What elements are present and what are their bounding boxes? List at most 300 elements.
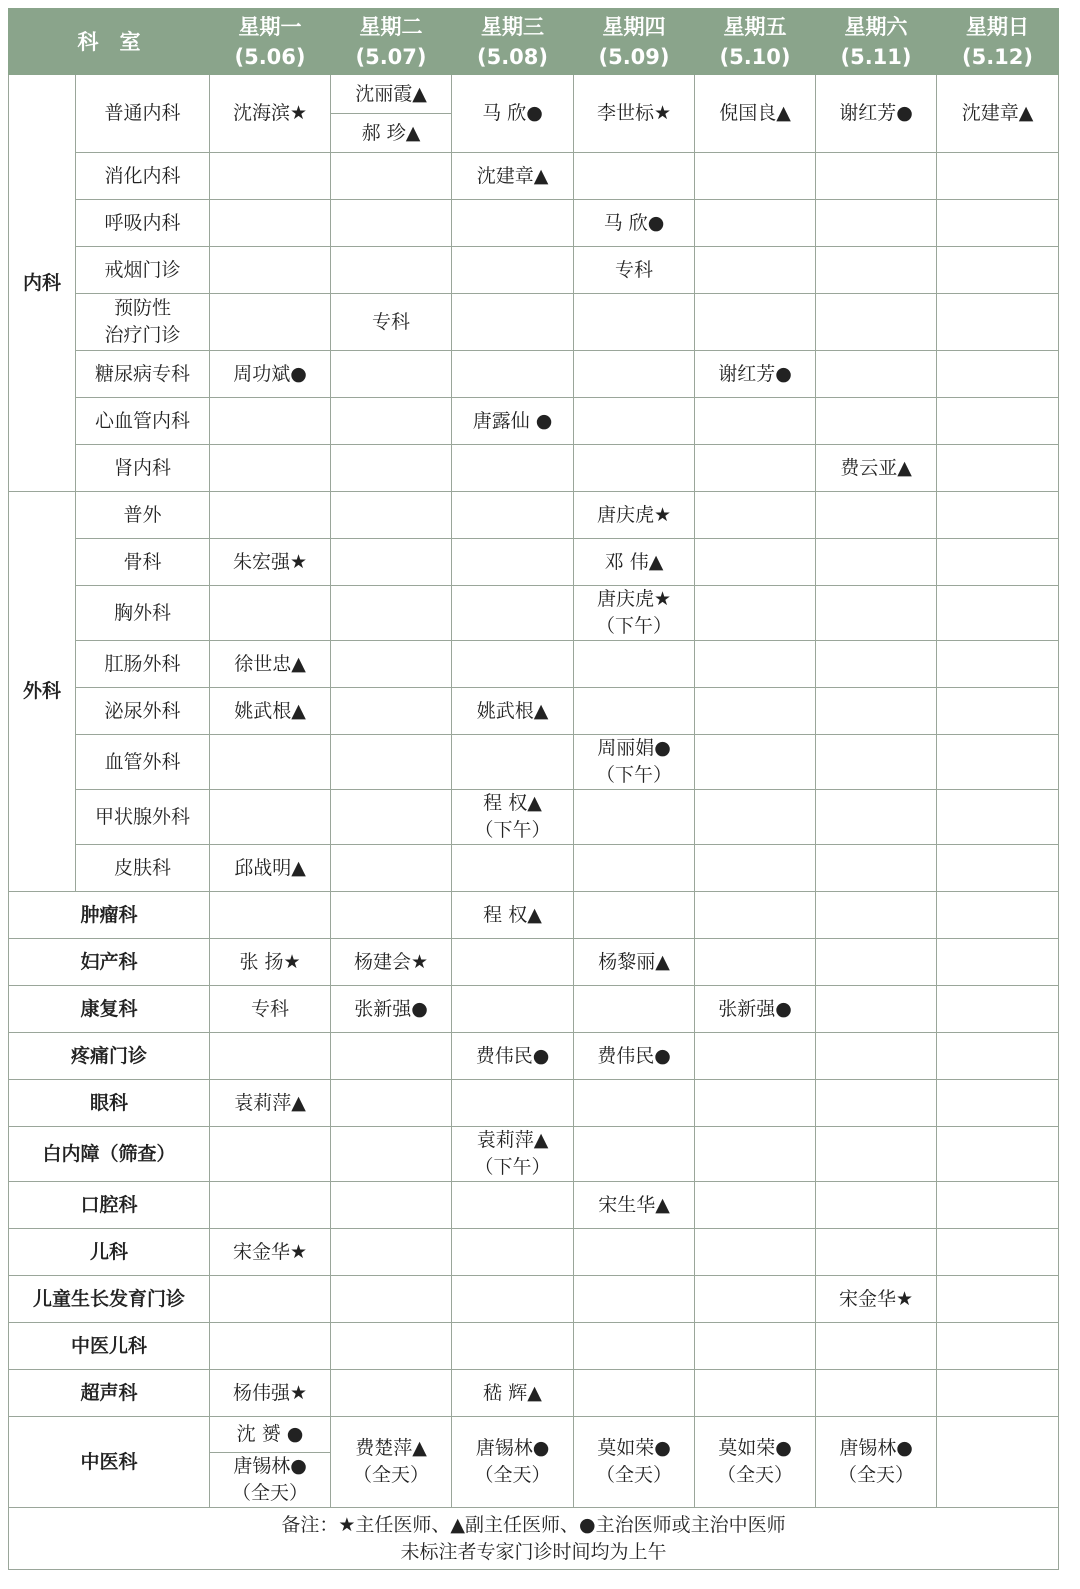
doctor-cell: 唐露仙 ● xyxy=(452,398,574,445)
schedule-cell-empty xyxy=(695,1229,816,1276)
schedule-cell-empty xyxy=(695,641,816,688)
table-row xyxy=(9,1417,1059,1453)
schedule-cell-empty xyxy=(937,939,1059,986)
schedule-cell-empty xyxy=(816,1033,937,1080)
schedule-cell-empty xyxy=(331,1033,452,1080)
schedule-cell-empty xyxy=(816,1080,937,1127)
doctor-cell: 杨黎丽▲ xyxy=(574,939,695,986)
day-date: (5.06) xyxy=(234,44,306,69)
day-name: 星期日 xyxy=(966,14,1029,39)
cell-line: （全天） xyxy=(595,1464,672,1486)
schedule-cell-empty xyxy=(331,398,452,445)
schedule-cell-empty xyxy=(695,153,816,200)
schedule-cell-empty xyxy=(210,1033,331,1080)
schedule-cell-empty xyxy=(210,153,331,200)
doctor-cell: 倪国良▲ xyxy=(695,75,816,153)
schedule-cell-empty xyxy=(210,1323,331,1370)
schedule-cell-empty xyxy=(452,200,574,247)
dept-name: 皮肤科 xyxy=(76,845,210,892)
table-row xyxy=(9,1033,1059,1080)
schedule-cell-empty xyxy=(210,294,331,351)
schedule-cell-empty xyxy=(695,1370,816,1417)
dept-name: 眼科 xyxy=(9,1080,210,1127)
dept-name: 糖尿病专科 xyxy=(76,351,210,398)
schedule-cell-empty xyxy=(695,586,816,641)
schedule-cell-empty xyxy=(816,586,937,641)
doctor-cell: 宋生华▲ xyxy=(574,1182,695,1229)
table-row xyxy=(9,845,1059,892)
table-row xyxy=(9,688,1059,735)
schedule-cell-empty xyxy=(937,1033,1059,1080)
table-row xyxy=(9,1323,1059,1370)
schedule-cell-empty xyxy=(937,1417,1059,1508)
schedule-cell-empty xyxy=(574,790,695,845)
schedule-cell-empty xyxy=(937,492,1059,539)
schedule-cell-empty xyxy=(695,247,816,294)
schedule-cell-empty xyxy=(210,735,331,790)
note-line: 未标注者专家门诊时间均为上午 xyxy=(400,1540,667,1563)
doctor-cell: 嵇 辉▲ xyxy=(452,1370,574,1417)
schedule-cell-empty xyxy=(695,1080,816,1127)
doctor-cell: 专科 xyxy=(331,294,452,351)
cell-line: 治疗门诊 xyxy=(104,324,181,346)
schedule-cell-empty xyxy=(574,1370,695,1417)
doctor-cell: 沈建章▲ xyxy=(937,75,1059,153)
cell-line: 唐锡林● xyxy=(839,1437,913,1459)
header-day-mon xyxy=(210,9,331,75)
schedule-cell-empty xyxy=(816,1370,937,1417)
schedule-cell-empty xyxy=(695,892,816,939)
schedule-cell-empty xyxy=(210,200,331,247)
schedule-cell-empty xyxy=(937,1127,1059,1182)
cell-line: 预防性 xyxy=(113,297,171,319)
schedule-cell-empty xyxy=(816,351,937,398)
doctor-cell: 邓 伟▲ xyxy=(574,539,695,586)
header-day-fri xyxy=(695,9,816,75)
schedule-cell-empty xyxy=(816,1229,937,1276)
doctor-cell xyxy=(452,790,574,845)
doctor-cell: 宋金华★ xyxy=(816,1276,937,1323)
dept-name: 普外 xyxy=(76,492,210,539)
schedule-cell-empty xyxy=(816,200,937,247)
schedule-cell-empty xyxy=(574,1276,695,1323)
schedule-cell-empty xyxy=(452,1276,574,1323)
schedule-cell-empty xyxy=(210,586,331,641)
schedule-cell-empty xyxy=(331,1323,452,1370)
schedule-cell-empty xyxy=(816,688,937,735)
schedule-cell-empty xyxy=(574,398,695,445)
schedule-cell-empty xyxy=(937,1370,1059,1417)
schedule-cell-empty xyxy=(210,398,331,445)
table-row xyxy=(9,294,1059,351)
schedule-cell-empty xyxy=(816,1323,937,1370)
schedule-cell-empty xyxy=(695,688,816,735)
schedule-cell-empty xyxy=(937,1323,1059,1370)
table-row xyxy=(9,153,1059,200)
schedule-cell-empty xyxy=(210,1127,331,1182)
schedule-cell-empty xyxy=(816,735,937,790)
schedule-cell-empty xyxy=(331,688,452,735)
schedule-cell-empty xyxy=(574,1127,695,1182)
schedule-cell-empty xyxy=(695,445,816,492)
dept-name: 胸外科 xyxy=(76,586,210,641)
doctor-cell: 张新强● xyxy=(695,986,816,1033)
dept-name: 儿童生长发育门诊 xyxy=(9,1276,210,1323)
schedule-cell-empty xyxy=(574,688,695,735)
doctor-cell xyxy=(452,1127,574,1182)
schedule-cell-empty xyxy=(695,1323,816,1370)
schedule-cell-empty xyxy=(816,1127,937,1182)
day-name: 星期六 xyxy=(844,14,908,39)
doctor-cell: 专科 xyxy=(574,247,695,294)
outpatient-schedule-table xyxy=(8,8,1059,1570)
day-name: 星期一 xyxy=(238,14,302,39)
schedule-cell-empty xyxy=(937,790,1059,845)
table-row xyxy=(9,445,1059,492)
schedule-cell-empty xyxy=(331,351,452,398)
table-row xyxy=(9,892,1059,939)
day-date: (5.10) xyxy=(719,44,791,69)
schedule-cell-empty xyxy=(937,539,1059,586)
schedule-cell-empty xyxy=(816,845,937,892)
schedule-cell-empty xyxy=(210,790,331,845)
dept-name: 康复科 xyxy=(9,986,210,1033)
cell-line: 唐锡林● xyxy=(233,1455,307,1477)
schedule-cell-empty xyxy=(331,586,452,641)
schedule-cell-empty xyxy=(574,986,695,1033)
schedule-cell-empty xyxy=(331,445,452,492)
schedule-cell-empty xyxy=(937,1229,1059,1276)
schedule-cell-empty xyxy=(695,1182,816,1229)
dept-name: 戒烟门诊 xyxy=(76,247,210,294)
schedule-cell-empty xyxy=(331,1127,452,1182)
cell-line: 程 权▲ xyxy=(483,792,542,814)
header-day-sun xyxy=(937,9,1059,75)
doctor-cell xyxy=(210,1453,331,1508)
table-row xyxy=(9,735,1059,790)
day-date: (5.08) xyxy=(476,44,548,69)
dept-name: 消化内科 xyxy=(76,153,210,200)
table-row xyxy=(9,586,1059,641)
doctor-cell xyxy=(816,1417,937,1508)
doctor-cell: 姚武根▲ xyxy=(452,688,574,735)
schedule-cell-empty xyxy=(331,1370,452,1417)
notes-row xyxy=(9,1508,1059,1570)
doctor-cell: 沈 赟 ● xyxy=(210,1417,331,1453)
schedule-cell-empty xyxy=(937,892,1059,939)
schedule-cell-empty xyxy=(210,1182,331,1229)
schedule-cell-empty xyxy=(937,688,1059,735)
table-row xyxy=(9,1127,1059,1182)
day-date: (5.09) xyxy=(598,44,670,69)
schedule-cell-empty xyxy=(937,986,1059,1033)
schedule-cell-empty xyxy=(331,492,452,539)
group-label-waike: 外科 xyxy=(9,492,76,892)
doctor-cell: 张新强● xyxy=(331,986,452,1033)
cell-line: （下午） xyxy=(474,819,551,841)
dept-name: 骨科 xyxy=(76,539,210,586)
doctor-cell: 郝 珍▲ xyxy=(331,114,452,153)
schedule-cell-empty xyxy=(452,294,574,351)
doctor-cell: 杨建会★ xyxy=(331,939,452,986)
doctor-cell: 费伟民● xyxy=(452,1033,574,1080)
schedule-cell-empty xyxy=(452,351,574,398)
schedule-cell-empty xyxy=(331,790,452,845)
day-name: 星期二 xyxy=(359,14,423,39)
schedule-cell-empty xyxy=(695,1127,816,1182)
schedule-cell-empty xyxy=(937,351,1059,398)
schedule-cell-empty xyxy=(574,892,695,939)
table-row xyxy=(9,986,1059,1033)
schedule-cell-empty xyxy=(452,586,574,641)
schedule-cell-empty xyxy=(210,247,331,294)
schedule-cell-empty xyxy=(695,294,816,351)
schedule-cell-empty xyxy=(816,247,937,294)
schedule-cell-empty xyxy=(695,939,816,986)
schedule-cell-empty xyxy=(816,294,937,351)
schedule-cell-empty xyxy=(574,1229,695,1276)
cell-line: （全天） xyxy=(352,1464,429,1486)
schedule-cell-empty xyxy=(816,986,937,1033)
schedule-cell-empty xyxy=(574,1080,695,1127)
schedule-cell-empty xyxy=(210,1276,331,1323)
schedule-cell-empty xyxy=(937,247,1059,294)
schedule-cell-empty xyxy=(331,1182,452,1229)
notes-cell xyxy=(9,1508,1059,1570)
schedule-cell-empty xyxy=(452,247,574,294)
schedule-body xyxy=(9,75,1059,1570)
doctor-cell xyxy=(695,1417,816,1508)
schedule-cell-empty xyxy=(574,641,695,688)
schedule-cell-empty xyxy=(452,539,574,586)
schedule-cell-empty xyxy=(937,641,1059,688)
dept-name: 中医科 xyxy=(9,1417,210,1508)
schedule-cell-empty xyxy=(816,641,937,688)
day-date: (5.07) xyxy=(355,44,427,69)
note-line: 备注：★主任医师、▲副主任医师、●主治医师或主治中医师 xyxy=(281,1513,786,1536)
schedule-cell-empty xyxy=(816,398,937,445)
schedule-cell-empty xyxy=(331,1276,452,1323)
cell-line: 周丽娟● xyxy=(597,737,671,759)
doctor-cell: 徐世忠▲ xyxy=(210,641,331,688)
schedule-cell-empty xyxy=(816,790,937,845)
cell-line: （下午） xyxy=(474,1156,551,1178)
cell-line: （全天） xyxy=(716,1464,793,1486)
schedule-cell-empty xyxy=(331,735,452,790)
cell-line: 费楚萍▲ xyxy=(355,1437,427,1459)
dept-name: 口腔科 xyxy=(9,1182,210,1229)
doctor-cell xyxy=(452,1417,574,1508)
schedule-cell-empty xyxy=(331,892,452,939)
schedule-cell-empty xyxy=(331,1080,452,1127)
table-row xyxy=(9,1276,1059,1323)
day-name: 星期五 xyxy=(723,14,787,39)
doctor-cell: 沈丽霞▲ xyxy=(331,75,452,114)
schedule-cell-empty xyxy=(937,398,1059,445)
schedule-cell-empty xyxy=(452,986,574,1033)
dept-name: 中医儿科 xyxy=(9,1323,210,1370)
schedule-cell-empty xyxy=(331,539,452,586)
schedule-cell-empty xyxy=(695,492,816,539)
schedule-cell-empty xyxy=(695,845,816,892)
schedule-cell-empty xyxy=(695,200,816,247)
schedule-cell-empty xyxy=(210,892,331,939)
header-day-sat xyxy=(816,9,937,75)
doctor-cell: 谢红芳● xyxy=(816,75,937,153)
schedule-cell-empty xyxy=(937,845,1059,892)
doctor-cell: 李世标★ xyxy=(574,75,695,153)
schedule-cell-empty xyxy=(452,939,574,986)
schedule-cell-empty xyxy=(574,845,695,892)
table-row xyxy=(9,1182,1059,1229)
schedule-cell-empty xyxy=(937,586,1059,641)
schedule-cell-empty xyxy=(816,539,937,586)
schedule-cell-empty xyxy=(331,845,452,892)
cell-line: （下午） xyxy=(595,764,672,786)
doctor-cell: 张 扬★ xyxy=(210,939,331,986)
dept-name: 血管外科 xyxy=(76,735,210,790)
doctor-cell: 谢红芳● xyxy=(695,351,816,398)
table-row xyxy=(9,641,1059,688)
table-row xyxy=(9,1229,1059,1276)
cell-line: （全天） xyxy=(837,1464,914,1486)
schedule-cell-empty xyxy=(574,445,695,492)
doctor-cell: 沈海滨★ xyxy=(210,75,331,153)
schedule-cell-empty xyxy=(816,153,937,200)
day-name: 星期四 xyxy=(602,14,666,39)
table-row xyxy=(9,1370,1059,1417)
schedule-cell-empty xyxy=(574,153,695,200)
schedule-cell-empty xyxy=(574,351,695,398)
schedule-cell-empty xyxy=(331,1229,452,1276)
schedule-cell-empty xyxy=(452,641,574,688)
cell-line: 袁莉萍▲ xyxy=(476,1129,549,1151)
dept-name xyxy=(76,294,210,351)
doctor-cell xyxy=(574,586,695,641)
doctor-cell xyxy=(574,735,695,790)
schedule-cell-empty xyxy=(452,1229,574,1276)
header-day-tue xyxy=(331,9,452,75)
schedule-cell-empty xyxy=(937,200,1059,247)
doctor-cell: 袁莉萍▲ xyxy=(210,1080,331,1127)
schedule-cell-empty xyxy=(574,1323,695,1370)
dept-name: 肿瘤科 xyxy=(9,892,210,939)
doctor-cell: 马 欣● xyxy=(452,75,574,153)
schedule-cell-empty xyxy=(937,1182,1059,1229)
table-row xyxy=(9,351,1059,398)
schedule-cell-empty xyxy=(937,294,1059,351)
schedule-cell-empty xyxy=(695,539,816,586)
schedule-cell-empty xyxy=(210,492,331,539)
schedule-cell-empty xyxy=(937,1276,1059,1323)
doctor-cell: 杨伟强★ xyxy=(210,1370,331,1417)
schedule-cell-empty xyxy=(695,1033,816,1080)
doctor-cell: 姚武根▲ xyxy=(210,688,331,735)
schedule-cell-empty xyxy=(452,492,574,539)
header-dept: 科 室 xyxy=(9,9,210,75)
doctor-cell: 沈建章▲ xyxy=(452,153,574,200)
schedule-cell-empty xyxy=(331,247,452,294)
dept-name: 白内障（筛查） xyxy=(9,1127,210,1182)
group-label-neike: 内科 xyxy=(9,75,76,492)
schedule-wrapper xyxy=(8,8,1058,1570)
day-date: (5.12) xyxy=(961,44,1033,69)
dept-name: 妇产科 xyxy=(9,939,210,986)
table-row xyxy=(9,539,1059,586)
dept-name: 肛肠外科 xyxy=(76,641,210,688)
cell-line: 唐庆虎★ xyxy=(596,588,672,610)
doctor-cell: 唐庆虎★ xyxy=(574,492,695,539)
schedule-cell-empty xyxy=(452,1080,574,1127)
doctor-cell: 专科 xyxy=(210,986,331,1033)
dept-name: 肾内科 xyxy=(76,445,210,492)
doctor-cell: 费伟民● xyxy=(574,1033,695,1080)
table-row xyxy=(9,247,1059,294)
doctor-cell: 程 权▲ xyxy=(452,892,574,939)
table-row xyxy=(9,75,1059,114)
doctor-cell: 马 欣● xyxy=(574,200,695,247)
schedule-cell-empty xyxy=(452,1182,574,1229)
schedule-cell-empty xyxy=(331,153,452,200)
day-name: 星期三 xyxy=(481,14,544,39)
dept-name: 普通内科 xyxy=(76,75,210,153)
schedule-cell-empty xyxy=(816,939,937,986)
schedule-cell-empty xyxy=(452,445,574,492)
schedule-cell-empty xyxy=(937,153,1059,200)
header-row xyxy=(9,9,1059,75)
dept-name: 疼痛门诊 xyxy=(9,1033,210,1080)
doctor-cell xyxy=(331,1417,452,1508)
schedule-cell-empty xyxy=(210,445,331,492)
schedule-cell-empty xyxy=(695,790,816,845)
doctor-cell: 费云亚▲ xyxy=(816,445,937,492)
schedule-cell-empty xyxy=(695,735,816,790)
schedule-cell-empty xyxy=(816,1182,937,1229)
table-row xyxy=(9,939,1059,986)
dept-name: 呼吸内科 xyxy=(76,200,210,247)
doctor-cell: 周功斌● xyxy=(210,351,331,398)
schedule-cell-empty xyxy=(695,398,816,445)
dept-name: 泌尿外科 xyxy=(76,688,210,735)
dept-name: 心血管内科 xyxy=(76,398,210,445)
dept-name: 儿科 xyxy=(9,1229,210,1276)
dept-name: 甲状腺外科 xyxy=(76,790,210,845)
cell-line: 莫如荣● xyxy=(597,1437,671,1459)
schedule-cell-empty xyxy=(937,1080,1059,1127)
doctor-cell xyxy=(574,1417,695,1508)
table-row xyxy=(9,1080,1059,1127)
doctor-cell: 宋金华★ xyxy=(210,1229,331,1276)
table-row xyxy=(9,398,1059,445)
schedule-cell-empty xyxy=(452,845,574,892)
cell-line: （全天） xyxy=(474,1464,551,1486)
schedule-cell-empty xyxy=(331,200,452,247)
schedule-cell-empty xyxy=(331,641,452,688)
cell-line: （下午） xyxy=(595,615,672,637)
cell-line: （全天） xyxy=(231,1482,308,1504)
schedule-cell-empty xyxy=(452,735,574,790)
schedule-cell-empty xyxy=(574,294,695,351)
dept-name: 超声科 xyxy=(9,1370,210,1417)
cell-line: 莫如荣● xyxy=(718,1437,792,1459)
table-row xyxy=(9,492,1059,539)
doctor-cell: 朱宏强★ xyxy=(210,539,331,586)
cell-line: 唐锡林● xyxy=(475,1437,550,1459)
header-day-wed xyxy=(452,9,574,75)
schedule-cell-empty xyxy=(937,445,1059,492)
table-row xyxy=(9,200,1059,247)
schedule-cell-empty xyxy=(937,735,1059,790)
